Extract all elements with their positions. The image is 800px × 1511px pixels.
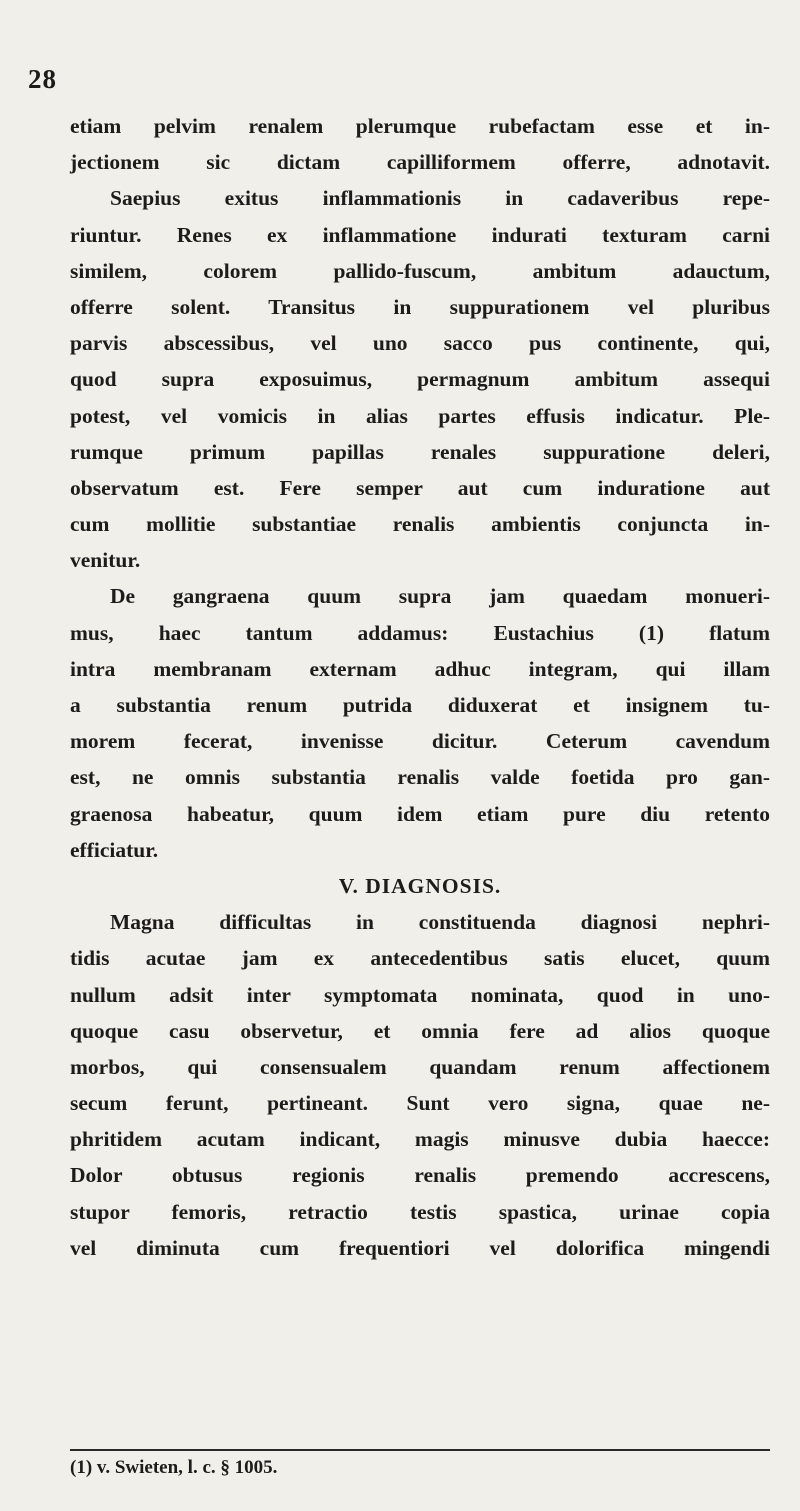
section-heading: V. DIAGNOSIS. bbox=[338, 873, 502, 898]
paragraph-start: Saepius exitus inflammationis in cadaveribus repe- bbox=[110, 186, 770, 211]
text-line: phritidem acutam indicant, magis minusve dubia haecce: bbox=[70, 1127, 770, 1152]
body-text bbox=[70, 108, 770, 1266]
text-line: morbos, qui consensualem quandam renum affectionem bbox=[70, 1054, 770, 1079]
text-line: tidis acutae jam ex antecedentibus satis elucet, quum bbox=[70, 946, 770, 971]
footnote-divider bbox=[70, 1449, 770, 1451]
text-line: vel diminuta cum frequentiori vel dolorifica mingendi bbox=[70, 1235, 770, 1260]
text-line: mus, haec tantum addamus: Eustachius (1) flatum bbox=[70, 620, 770, 645]
text-line: Dolor obtusus regionis renalis premendo accrescens, bbox=[70, 1163, 770, 1188]
text-line: rumque primum papillas renales suppuratione deleri, bbox=[70, 439, 770, 464]
text-line: offerre solent. Transitus in suppurationem vel pluribus bbox=[70, 294, 770, 319]
page-number: 28 bbox=[28, 64, 57, 94]
text-line: est, ne omnis substantia renalis valde foetida pro gan- bbox=[70, 765, 770, 790]
text-line: jectionem sic dictam capilliformem offerre, adnotavit. bbox=[70, 150, 770, 175]
text-line: observatum est. Fere semper aut cum induratione aut bbox=[70, 475, 770, 500]
text-line: similem, colorem pallido-fuscum, ambitum adauctum, bbox=[70, 258, 770, 283]
text-line: morem fecerat, invenisse dicitur. Ceterum cavendum bbox=[70, 729, 770, 754]
footnote: (1) v. Swieten, l. c. § 1005. bbox=[70, 1457, 278, 1478]
text-line: a substantia renum putrida diduxerat et insignem tu- bbox=[70, 693, 770, 717]
text-line: etiam pelvim renalem plerumque rubefactam esse et in- bbox=[70, 114, 770, 138]
text-line: riuntur. Renes ex inflammatione indurati texturam carni bbox=[70, 222, 770, 247]
text-line: quoque casu observetur, et omnia fere ad alios quoque bbox=[70, 1018, 770, 1043]
paragraph-end: venitur. bbox=[70, 548, 141, 573]
text-line: graenosa habeatur, quum idem etiam pure diu retento bbox=[70, 801, 770, 826]
text-line: stupor femoris, retractio testis spastica, urinae copia bbox=[70, 1199, 770, 1224]
paragraph-end: efficiatur. bbox=[70, 837, 159, 862]
text-line: potest, vel vomicis in alias partes effusis indicatur. Ple- bbox=[70, 403, 770, 428]
paragraph-start: Magna difficultas in constituenda diagnosi nephri- bbox=[110, 910, 770, 935]
paragraph-start: De gangraena quum supra jam quaedam monueri- bbox=[110, 584, 770, 609]
text-line: quod supra exposuimus, permagnum ambitum assequi bbox=[70, 367, 770, 392]
text-line: nullum adsit inter symptomata nominata, quod in uno- bbox=[70, 982, 770, 1007]
text-line: intra membranam externam adhuc integram, qui illam bbox=[70, 656, 770, 681]
text-line: secum ferunt, pertineant. Sunt vero signa, quae ne- bbox=[70, 1091, 770, 1116]
text-line: cum mollitie substantiae renalis ambientis conjuncta in- bbox=[70, 512, 770, 537]
text-line: parvis abscessibus, vel uno sacco pus continente, qui, bbox=[70, 331, 770, 356]
